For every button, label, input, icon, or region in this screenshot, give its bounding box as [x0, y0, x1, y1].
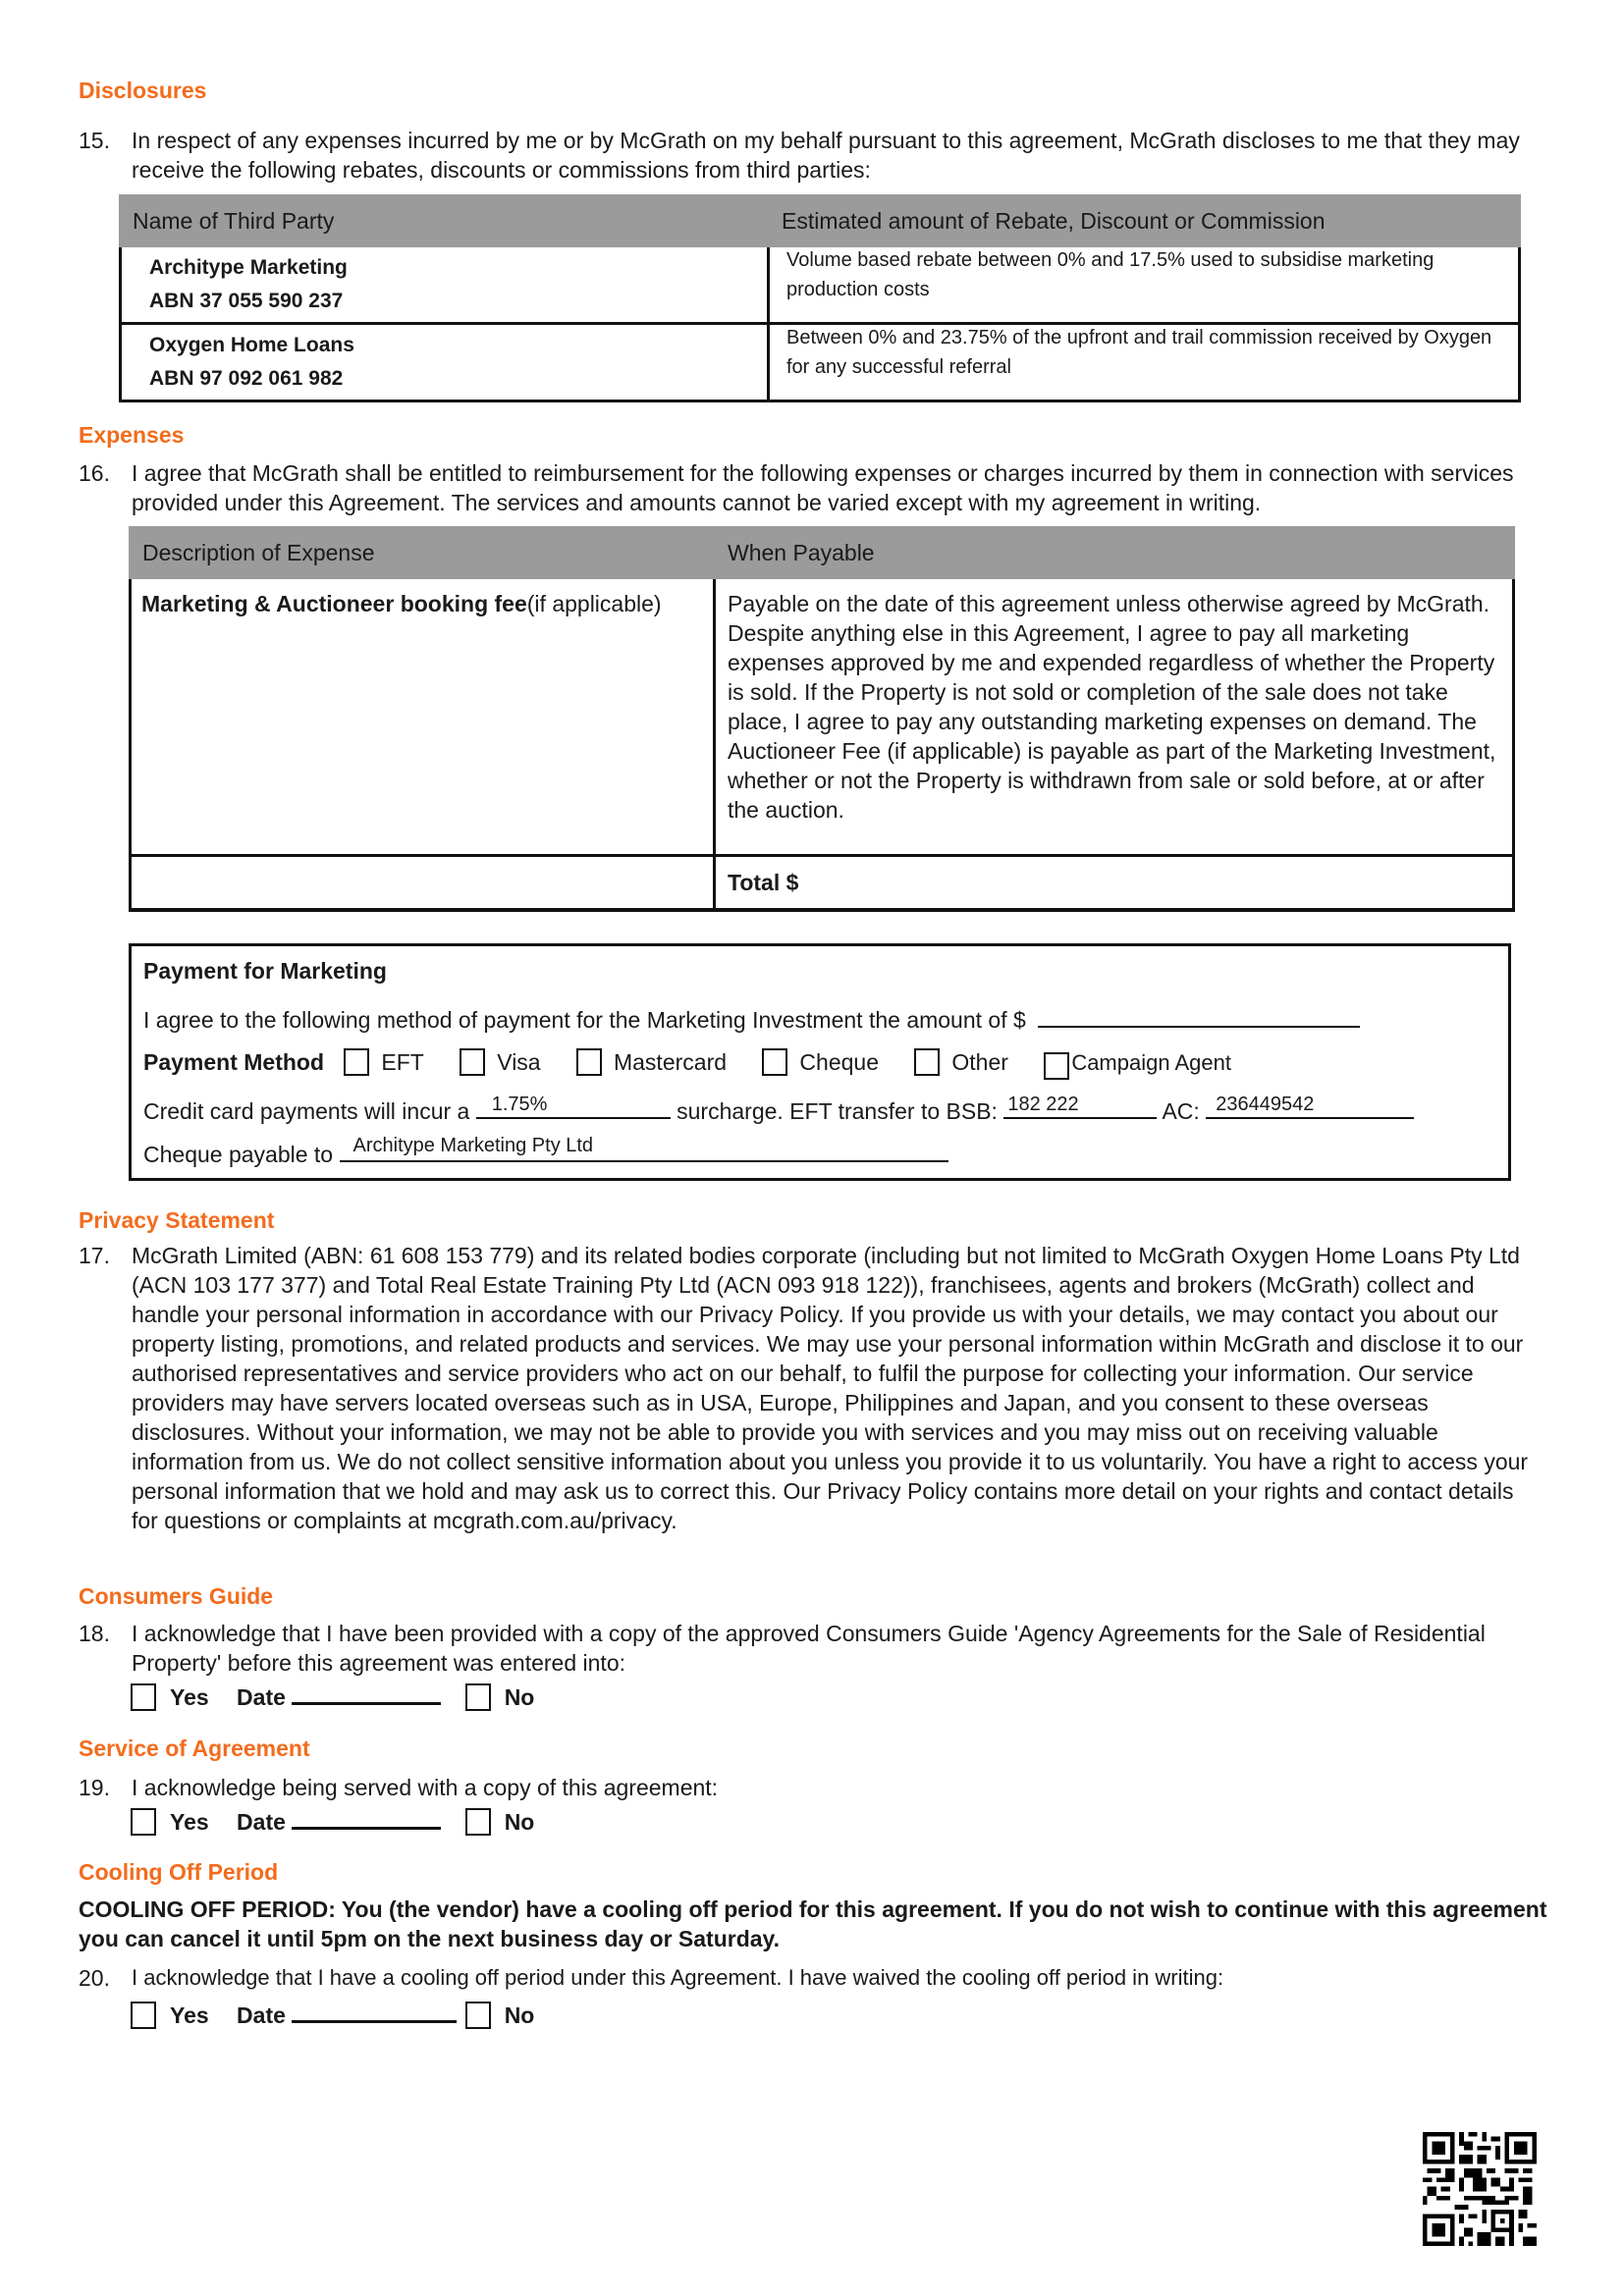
clause-number: 17.: [79, 1243, 110, 1268]
third-party-name: Architype Marketing: [149, 256, 348, 279]
clause-text: I acknowledge that I have a cooling off period under this Agreement. I have waived the cooling off period in writing:: [132, 1965, 1224, 1990]
surcharge-prefix: Credit card payments will incur a: [143, 1098, 470, 1124]
when-payable-text: Payable on the date of this agreement unless otherwise agreed by McGrath. Despite anything else in this Agreement, I agree to pay all marketing expenses approved by me and expended regardless of whether the Property is sold. If the Property is not sold or completion of the sale does not take place, I agree to pay any outstanding marketing expenses on demand. The Auctioneer Fee (if applicable) is payable as part of the Marketing Investment, whether or not the Property is withdrawn from sale or sold before, at or after the auction.: [728, 591, 1496, 823]
column-header-when-payable: When Payable: [728, 540, 875, 565]
payment-method-row: [143, 1048, 1261, 1080]
payment-for-marketing-box: [129, 943, 1511, 1181]
no-checkbox[interactable]: [465, 1808, 491, 1836]
section-heading-service-of-agreement: Service of Agreement: [79, 1735, 310, 1761]
payment-option-other[interactable]: Other: [914, 1048, 1008, 1076]
ac-label: AC:: [1162, 1098, 1200, 1124]
clause-text: In respect of any expenses incurred by me or by McGrath on my behalf pursuant to this agreement, McGrath discloses to me that they may receive the following rebates, discounts or commissions from third parties:: [132, 128, 1520, 183]
column-header-estimated-amount: Estimated amount of Rebate, Discount or Commission: [782, 208, 1326, 234]
section-heading-expenses: Expenses: [79, 422, 185, 448]
total-label: Total $: [728, 870, 799, 895]
checkbox[interactable]: [914, 1048, 940, 1076]
no-checkbox[interactable]: [465, 1683, 491, 1711]
surcharge-suffix: surcharge. EFT transfer to BSB:: [677, 1098, 998, 1124]
payment-amount-line: [143, 1002, 1360, 1034]
payment-amount-field[interactable]: [1038, 1002, 1360, 1028]
clause-number: 20.: [79, 1965, 110, 1991]
clause-text: McGrath Limited (ABN: 61 608 153 779) and its related bodies corporate (including but not limited to McGrath Oxygen Home Loans Pty Ltd (ACN 103 177 377) and Total Real Estate Training Pty Ltd (ACN 093 918 122)), franchisees, agents and brokers (McGrath) collect and handle your personal information in accordance with our Privacy Policy. If you provide us with your details, we may contact you about our property listing, promotions, and related products and services. We may use your personal information within McGrath and disclose it to our authorised representatives and service providers who act on our behalf, to fulfil the purpose for collecting your information. Our service providers may have servers located overseas such as in USA, Europe, Philippines and Japan, and you consent to these overseas disclosures. Without your information, we may not be able to provide you with services and you may miss out on receiving valuable information from us. We do not collect sensitive information about you unless you provide it to us voluntarily. You have a right to access your personal information that we hold and may ask us to correct this. Our Privacy Policy contains more detail on your rights and contact details for questions or complaints at mcgrath.com.au/privacy.: [132, 1243, 1529, 1533]
rebate-amount: Between 0% and 23.75% of the upfront and trail commission received by Oxygen for any successful referral: [786, 327, 1492, 378]
third-party-name: Oxygen Home Loans: [149, 334, 354, 356]
cooling-off-response: Yes Date No: [131, 1999, 534, 2029]
column-divider: [713, 579, 716, 854]
cheque-payable-field[interactable]: Architype Marketing Pty Ltd: [340, 1137, 948, 1162]
consumers-guide-response: Yes Date No: [131, 1681, 534, 1711]
account-number-field[interactable]: 236449542: [1206, 1094, 1414, 1119]
checkbox[interactable]: [344, 1048, 369, 1076]
column-divider: [713, 857, 716, 908]
clause-19: [79, 1773, 1545, 1802]
surcharge-field[interactable]: 1.75%: [476, 1094, 671, 1119]
payment-title: Payment for Marketing: [143, 958, 387, 984]
yes-checkbox[interactable]: [131, 1808, 156, 1836]
third-party-abn: ABN 97 092 061 982: [149, 367, 344, 390]
no-checkbox[interactable]: [465, 2002, 491, 2029]
clause-number: 15.: [79, 128, 110, 153]
bsb-field[interactable]: 182 222: [1003, 1094, 1157, 1119]
date-field[interactable]: [292, 1999, 457, 2023]
section-heading-privacy: Privacy Statement: [79, 1207, 275, 1233]
qr-code-icon: [1423, 2132, 1537, 2246]
table-row: [119, 325, 1521, 402]
clause-20: [79, 1963, 1545, 1993]
rebate-amount: Volume based rebate between 0% and 17.5% used to subsidise marketing production costs: [786, 249, 1435, 300]
payment-option-eft[interactable]: EFT: [344, 1048, 423, 1076]
yes-checkbox[interactable]: [131, 2002, 156, 2029]
clause-18: [79, 1619, 1545, 1678]
disclosures-table: [119, 194, 1521, 402]
checkbox[interactable]: [576, 1048, 602, 1076]
table-row: [129, 579, 1515, 857]
payment-option-campaign-agent[interactable]: Campaign Agent: [1044, 1049, 1231, 1080]
yes-checkbox[interactable]: [131, 1683, 156, 1711]
surcharge-line: [143, 1094, 1414, 1125]
expense-description-bold: Marketing & Auctioneer booking fee: [141, 591, 527, 616]
clause-17: [79, 1241, 1545, 1535]
cheque-label: Cheque payable to: [143, 1142, 334, 1167]
clause-text: I acknowledge being served with a copy of this agreement:: [132, 1775, 719, 1800]
total-row: [129, 857, 1515, 912]
service-response: Yes Date No: [131, 1805, 534, 1836]
expenses-table: [129, 526, 1515, 912]
date-field[interactable]: [292, 1805, 441, 1830]
table-row: [119, 247, 1521, 325]
column-header-third-party: Name of Third Party: [133, 208, 335, 234]
payment-method-label: Payment Method: [143, 1049, 325, 1075]
clause-text: I acknowledge that I have been provided with a copy of the approved Consumers Guide 'Agency Agreements for the Sale of Residential Property' before this agreement was entered into:: [132, 1621, 1486, 1676]
payment-option-cheque[interactable]: Cheque: [762, 1048, 879, 1076]
payment-option-visa[interactable]: Visa: [460, 1048, 540, 1076]
column-header-description: Description of Expense: [142, 540, 375, 565]
clause-15: [79, 126, 1545, 185]
cheque-line: [143, 1137, 948, 1168]
section-heading-disclosures: Disclosures: [79, 78, 207, 103]
date-field[interactable]: [292, 1681, 441, 1705]
clause-number: 18.: [79, 1621, 110, 1646]
table-header-row: [119, 194, 1521, 247]
checkbox[interactable]: [762, 1048, 787, 1076]
clause-number: 16.: [79, 460, 110, 486]
section-heading-cooling-off: Cooling Off Period: [79, 1859, 279, 1885]
table-header-row: [129, 526, 1515, 579]
cooling-off-notice: COOLING OFF PERIOD: You (the vendor) have a cooling off period for this agreement. If you do not wish to continue with this agreement you can cancel it until 5pm on the next business day or Saturday.: [79, 1896, 1547, 1951]
section-heading-consumers-guide: Consumers Guide: [79, 1583, 274, 1609]
payment-option-mastercard[interactable]: Mastercard: [576, 1048, 727, 1076]
clause-16: [79, 458, 1545, 517]
clause-number: 19.: [79, 1775, 110, 1800]
payment-agree-text: I agree to the following method of payment for the Marketing Investment the amount of $: [143, 1007, 1026, 1033]
third-party-abn: ABN 37 055 590 237: [149, 290, 344, 312]
expense-description: [141, 589, 691, 618]
checkbox[interactable]: [460, 1048, 485, 1076]
expense-description-note: (if applicable): [526, 591, 662, 616]
checkbox[interactable]: [1044, 1052, 1069, 1080]
clause-text: I agree that McGrath shall be entitled to reimbursement for the following expenses or charges incurred by them in connection with services provided under this Agreement. The services and amounts cannot be varied except with my agreement in writing.: [132, 460, 1514, 515]
